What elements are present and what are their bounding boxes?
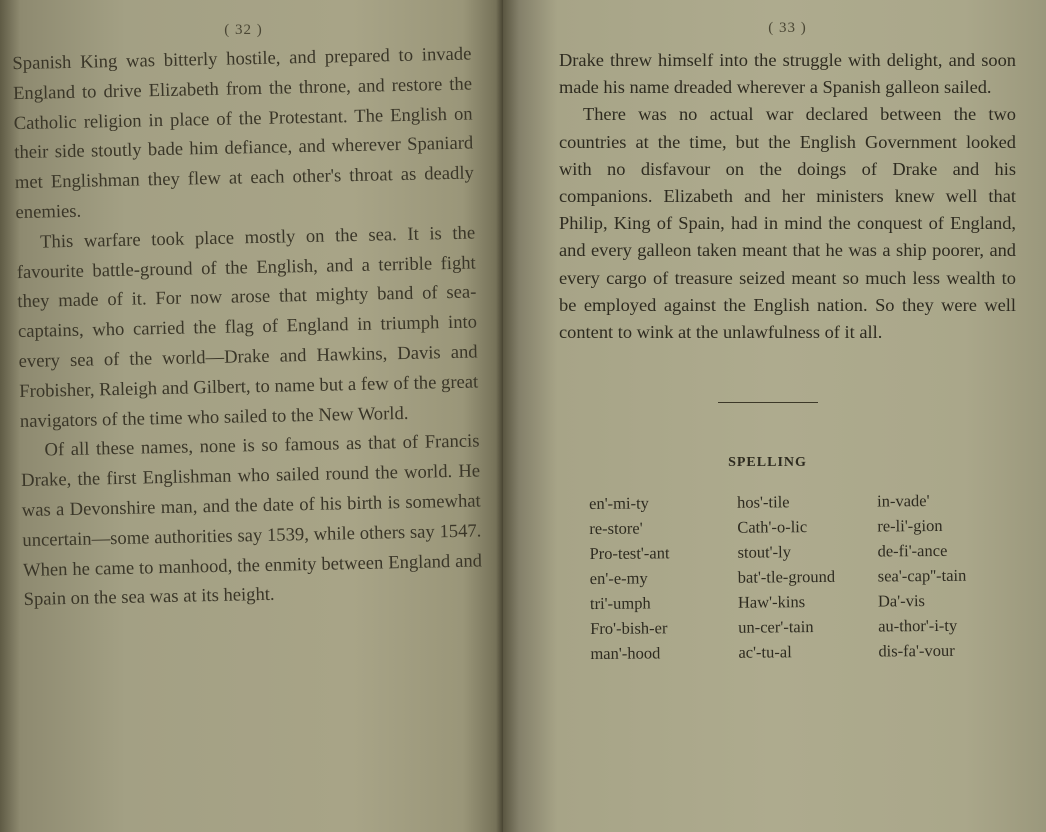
spelling-word: stout'-ly xyxy=(737,542,792,562)
left-paragraph-3: Of all these names, none is so famous as that of Francis Drake, the first Englishman who sailed round the world. He was a Devonshire man, and the date of his birth is somewhat uncertain—some authorities say 1539, while others say 1547. When he came to manhood, the enmity between England and Spain on the sea was at its height. xyxy=(20,430,483,611)
spelling-word: Haw'-kins xyxy=(737,592,806,612)
left-paragraph-2: This warfare took place mostly on the sea. It is the favourite battle-ground of the English, and a terrible fight they made of it. For now arose that mighty band of sea-captains, who carried the flag of England in triumph into every sea of the world—Drake and Hawkins, Davis and Frobisher, Raleigh and Gilbert, to name but a few of the great navigators of the time who sailed to the New World. xyxy=(16,222,479,432)
left-page xyxy=(0,0,503,832)
spelling-word: en'-e-my xyxy=(589,568,648,589)
spelling-word: dis-fa'-vour xyxy=(878,641,955,661)
spelling-word: Pro-test'-ant xyxy=(589,543,670,564)
right-page-number: ( 33 ) xyxy=(768,20,807,36)
left-page-number: ( 32 ) xyxy=(224,22,263,38)
spelling-word: in-vade' xyxy=(876,491,930,511)
spelling-word: bat'-tle-ground xyxy=(737,567,836,587)
spelling-word: de-fi'-ance xyxy=(877,541,948,561)
spelling-heading: SPELLING xyxy=(728,455,807,471)
spelling-word: re-li'-gion xyxy=(877,516,943,536)
left-page-text xyxy=(12,40,483,616)
spelling-word: Cath'-o-lic xyxy=(737,517,808,537)
right-paragraph-2: There was no actual war declared between the two countries at the time, but the English Government looked with no disfavour on the doings of Drake and his companions. Elizabeth and her ministers knew well that Philip, King of Spain, had in mind the conquest of England, and every galleon taken meant that he was a ship poorer, and every cargo of treasure seized meant so much less wealth to be employed against the English nation. So they were well content to wink at the unlawfulness of it all. xyxy=(559,104,1016,343)
spelling-word: hos'-tile xyxy=(737,492,790,512)
spelling-word: re-store' xyxy=(589,518,643,539)
right-paragraph-1: Drake threw himself into the struggle with delight, and soon made his name dreaded wherever a Spanish galleon sailed. xyxy=(559,50,1016,98)
spelling-word: ac'-tu-al xyxy=(738,642,792,662)
left-paragraph-1: Spanish King was bitterly hostile, and prepared to invade England to drive Elizabeth from the throne, and restore the Catholic religion in place of the Protestant. The English on their side stoutly bade him defiance, and wherever Spaniard met Englishman they flew at each other's throat as deadly enemies. xyxy=(12,43,475,224)
spelling-word: man'-hood xyxy=(590,643,661,664)
spelling-word: Fro'-bish-er xyxy=(590,618,668,639)
spelling-word: un-cer'-tain xyxy=(738,617,814,637)
spelling-list xyxy=(589,490,1017,666)
spelling-word: sea'-cap''-tain xyxy=(877,565,967,586)
right-page xyxy=(503,0,1046,832)
right-page-text xyxy=(559,47,1016,346)
section-divider xyxy=(718,402,818,403)
spelling-word: en'-mi-ty xyxy=(589,493,649,514)
spelling-word: au-thor'-i-ty xyxy=(878,616,958,636)
spelling-word: tri'-umph xyxy=(589,593,651,614)
spelling-word: Da'-vis xyxy=(877,591,926,611)
